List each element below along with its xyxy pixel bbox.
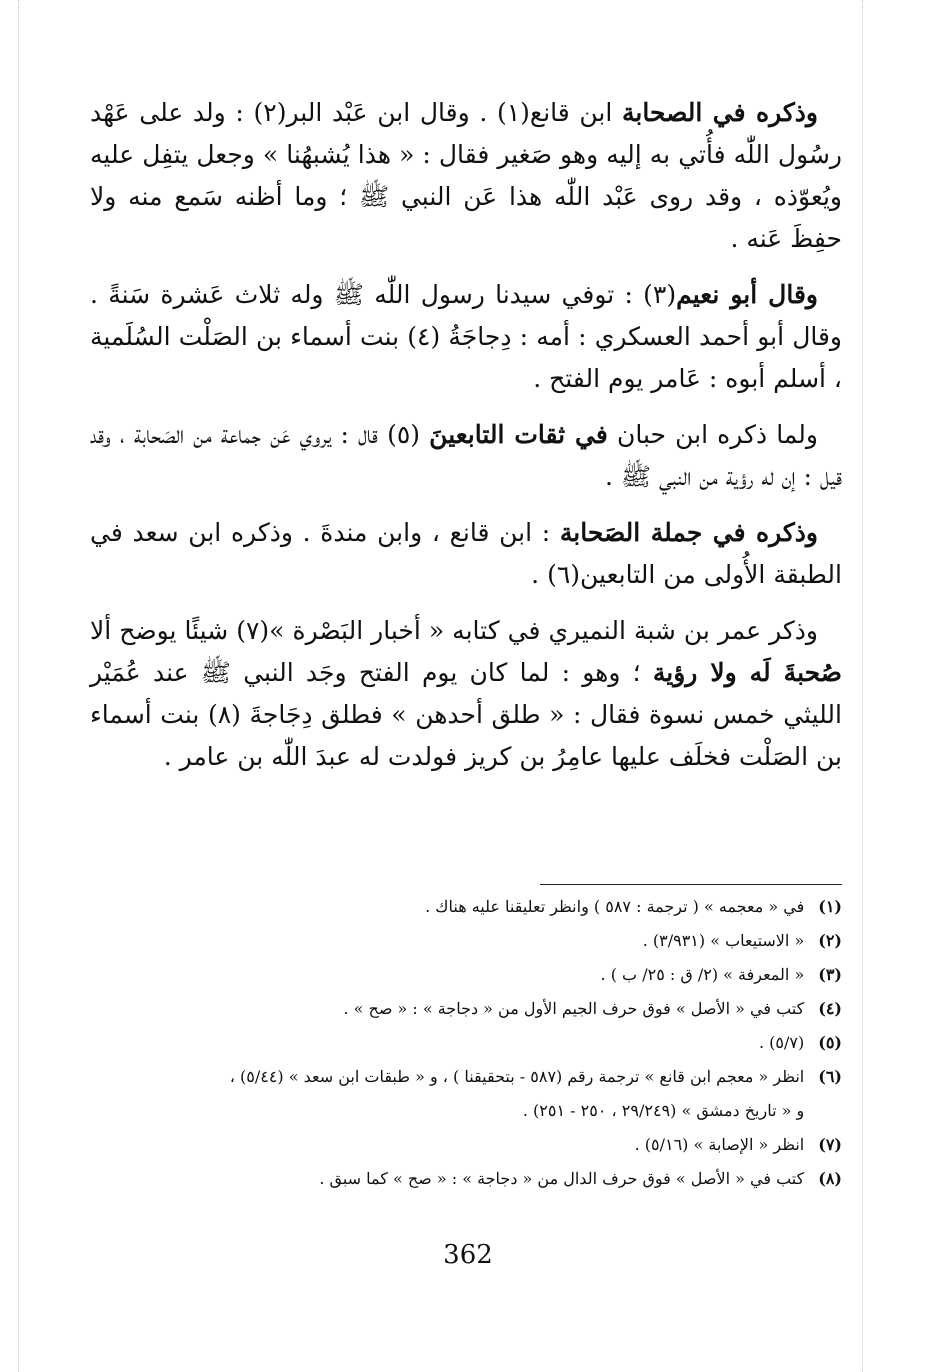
footnote-line: و « تاريخ دمشق » (٢٩/٢٤٩ ، ٢٥٠ - ٢٥١) . <box>522 1101 805 1120</box>
footnote-line: « الاستيعاب » (٣/٩٣١) . <box>642 931 805 950</box>
footnote-text <box>70 1060 804 1128</box>
footnote <box>70 1026 842 1060</box>
footnote-number: (٤) <box>818 999 842 1018</box>
footnote-text <box>70 1026 804 1060</box>
footnote-line: انظر « معجم ابن قانع » ترجمة رقم (٥٨٧ - بتحقيقنا ) ، و « طبقات ابن سعد » (٥/٤٤) ، <box>229 1067 805 1086</box>
text-run: ؛ وهو : لما كان يوم الفتح وجَد النبي ﷺ عند عُمَيْر الليثي خمس نسوة فقال : « طلق أحدهن » فطلق دِجَاجةَ (٨) بنت أسماء بن الصَلْت فخلَف عليها عامِرُ بن كريز فولدت له عبدَ اللّٰه بن عامر . <box>90 658 842 771</box>
footnote-text <box>70 1128 804 1162</box>
text-run: ولما ذكره ابن حبان <box>607 420 818 449</box>
text-run: (٣) : توفي سيدنا رسول اللّٰه ﷺ وله ثلاث عَشرة سَنةً . وقال أبو أحمد العسكري : أمه : دِجاجَةُ (٤) بنت أسماء بن الصَلْت السُلَمية ، أسلم أبوه : عَامر يوم الفتح . <box>90 280 843 393</box>
footnote-text <box>70 958 804 992</box>
text-run: (٥) قال : يروي عَن جماعة من الصَحابة ، وقد قيل : إن له رؤية من النبي ﷺ . <box>90 420 842 491</box>
paragraph <box>90 512 842 596</box>
paragraph <box>90 92 842 260</box>
footnote <box>70 890 842 924</box>
footnote-text <box>70 890 804 924</box>
footnote-line: انظر « الإصابة » (٥/١٦) . <box>634 1135 805 1154</box>
footnote <box>70 992 842 1026</box>
scan-edge-right <box>862 0 863 1372</box>
paragraph <box>90 610 842 778</box>
text-run: ابن قانع(١) . وقال ابن عَبْد البر(٢) : ولد على عَهْد رسُول اللّٰه فأُتي به إليه وهو صَغير فقال : « هذا يُشبهُنا » وجعل يتفِل عليه ويُعوّذه ، وقد روى عَبْد اللّٰه هذا عَن النبي ﷺ ؛ وما أظنه سَمع منه ولا حفِظَ عَنه . <box>90 98 842 253</box>
footnote-number: (٦) <box>818 1067 842 1086</box>
text-run: : ابن قانع ، وابن مندةَ . وذكره ابن سعد في الطبقة الأُولى من التابعين(٦) . <box>90 518 842 589</box>
footnote <box>70 1162 842 1196</box>
footnote <box>70 1060 842 1128</box>
footnote-number: (٢) <box>818 931 842 950</box>
bold-phrase: وقال أبو نعيم <box>676 280 818 309</box>
page-number: 362 <box>443 1240 493 1270</box>
footnote-number: (٥) <box>818 1033 842 1052</box>
footnote-line: في « معجمه » ( ترجمة : ٥٨٧ ) وانظر تعليقنا عليه هناك . <box>425 897 805 916</box>
bold-phrase: وذكره في الصحابة <box>622 98 818 127</box>
footnote-line: كتب في « الأصل » فوق حرف الجيم الأول من « دجاجة » : « صح » . <box>343 999 805 1018</box>
footnote-line: (٥/٧) . <box>759 1033 805 1052</box>
paragraph <box>90 414 842 498</box>
footnote <box>70 1128 842 1162</box>
scan-edge-left <box>18 0 19 1372</box>
bold-phrase: وذكره في جملة الصَحابة <box>559 518 818 547</box>
footnote-text <box>70 924 804 958</box>
footnote-text <box>70 992 804 1026</box>
bold-phrase: في ثقات التابعينَ <box>429 420 608 449</box>
footnote <box>70 958 842 992</box>
main-text <box>90 92 842 792</box>
footnote-separator <box>540 884 842 885</box>
footnote <box>70 924 842 958</box>
paragraph <box>90 274 842 400</box>
footnote-number: (٨) <box>818 1169 842 1188</box>
footnotes <box>70 890 842 1196</box>
bold-phrase: صُحبةَ لَه ولا رؤية <box>652 658 842 687</box>
footnote-text <box>70 1162 804 1196</box>
text-run: وذكر عمر بن شبة النميري في كتابه « أخبار البَصْرة »(٧) شيئًا يوضح ألا <box>90 616 818 645</box>
footnote-number: (٣) <box>818 965 842 984</box>
footnote-line: « المعرفة » (٢/ ق : ٢٥/ ب ) . <box>600 965 805 984</box>
footnote-number: (٧) <box>818 1135 842 1154</box>
footnote-line: كتب في « الأصل » فوق حرف الدال من « دجاجة » : « صح » كما سبق . <box>319 1169 805 1188</box>
footnote-number: (١) <box>818 897 842 916</box>
